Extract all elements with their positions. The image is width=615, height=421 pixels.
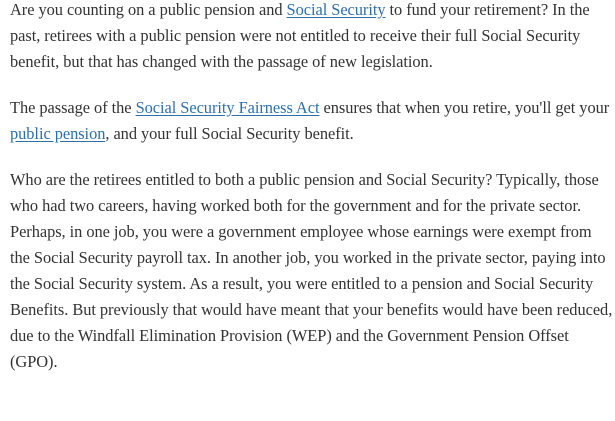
- paragraph-text: Who are the retirees entitled to both a public pension and Social Security? Typically, those who had two careers, having worked both for the government and for the private sector. Perhaps, in one job, you were a government employee whose earnings were exempt from the Social Security payroll tax. In another job, you worked in the private sector, paying into the Social Security system. As a result, you were entitled to a pension and Social Security Benefits. But previously that would have meant that your benefits would have been reduced, due to the Windfall Elimination Provision (WEP) and the Government Pension Offset (GPO).: [10, 170, 613, 371]
- social-security-link[interactable]: Social Security: [286, 0, 386, 19]
- paragraph-text: Are you counting on a public pension and: [10, 0, 287, 19]
- paragraph-text: , and your full Social Security benefit.: [105, 124, 354, 143]
- public-pension-link[interactable]: public pension: [10, 124, 106, 143]
- paragraph-text: to fund your retirement? In the past, retirees with a public pension were not entitled to receive their full Social Security benefit, but that has changed with the passage of new legislation.: [10, 0, 590, 71]
- paragraph-intro: [10, 0, 615, 75]
- paragraph-text: The passage of the: [10, 98, 136, 117]
- social-security-fairness-act-link[interactable]: Social Security Fairness Act: [135, 98, 320, 117]
- paragraph-fairness-act: [10, 95, 615, 147]
- paragraph-who-entitled: [10, 167, 615, 375]
- paragraph-text: ensures that when you retire, you'll get your: [319, 98, 610, 117]
